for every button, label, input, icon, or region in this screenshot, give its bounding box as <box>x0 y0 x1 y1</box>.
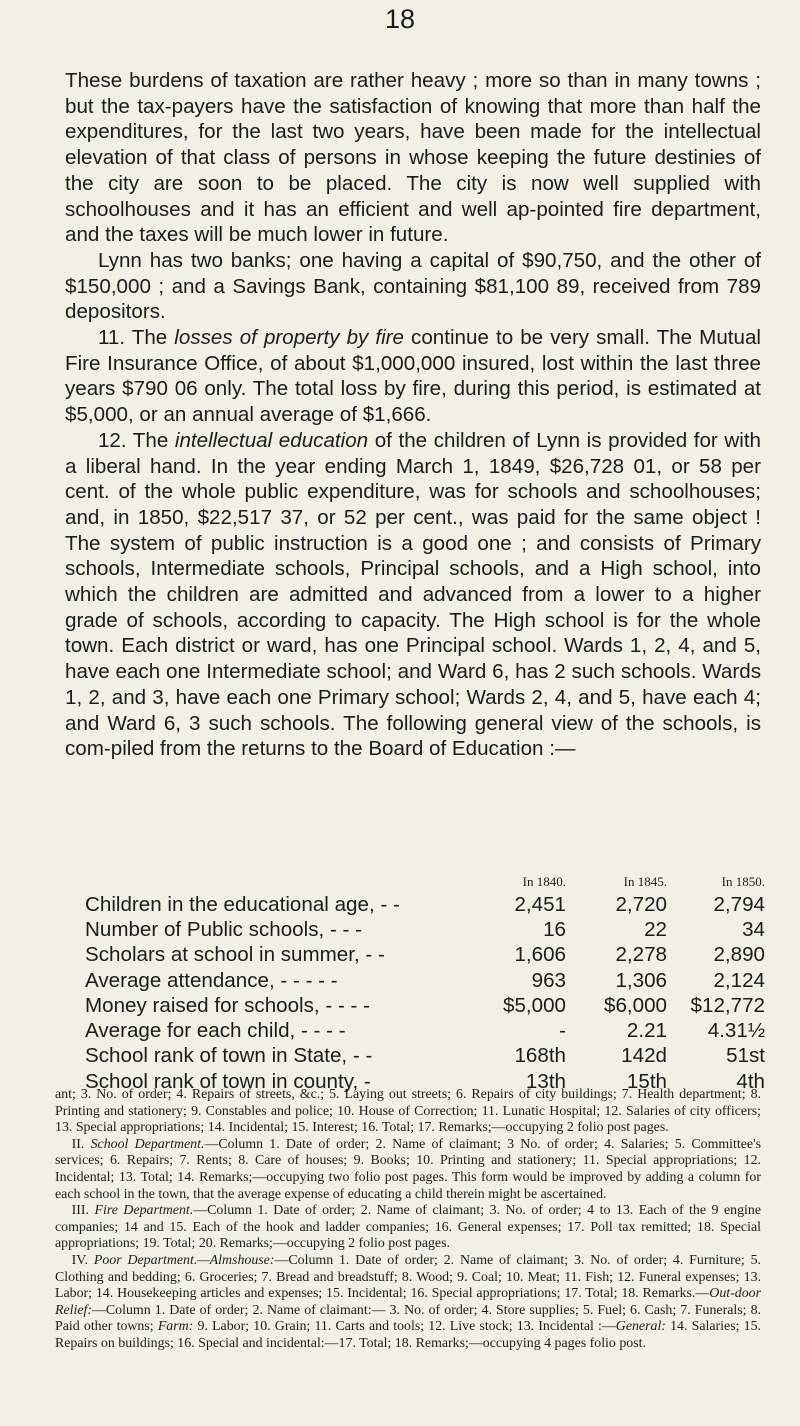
footnote-fire-department: III. Fire Department.—Column 1. Date of order; 2. Name of claimant; 3. No. of order; 4 to 13. Each of the 9 engine companies; 14 and 15. Each of the hook and ladder companies; 16. General expenses; 17. Poll tax remitted; 18. Special appropriations; 19. Total; 20. Remarks;—occupying 2 folio post pages. <box>55 1203 761 1252</box>
cell-1845: 15th <box>626 1069 667 1093</box>
row-label: Children in the educational age, - - <box>85 892 400 916</box>
table-row <box>85 1044 765 1069</box>
cell-1845: 2.21 <box>626 1019 667 1043</box>
footnote-continuation: ant; 3. No. of order; 4. Repairs of streets, &c.; 5. Laying out streets; 6. Repairs of city buildings; 7. Health department; 8. Printing and stationery; 9. Constables and police; 10. House of Correction; 11. Lunatic Hospital; 12. Salaries of city officers; 13. Special appropriations; 14. Incidental; 15. Interest; 16. Total; 17. Remarks;—occupying 2 folio post pages. <box>55 1087 761 1136</box>
cell-1845: 1,306 <box>615 968 667 992</box>
table-header-row <box>85 874 765 892</box>
cell-1850: 34 <box>742 917 765 941</box>
footnote <box>55 1087 761 1353</box>
row-label: Average for each child, - - - - <box>85 1019 346 1043</box>
table-row <box>85 993 765 1018</box>
cell-1850: 51st <box>726 1044 765 1068</box>
footnote-poor-department: IV. Poor Department.—Almshouse:—Column 1. Date of order; 2. Name of claimant; 3. No. of order; 4. Furniture; 5. Clothing and bedding; 6. Groceries; 7. Bread and breadstuff; 8. Wood; 9. Coal; 10. Meat; 11. Fish; 12. Funeral expenses; 13. Labor; 14. Housekeeping articles and expenses; 15. Incidental; 16. Special appropriations; 17. Total; 18. Remarks.—Out-door Relief:—Column 1. Date of order; 2. Name of claimant:— 3. No. of order; 4. Store supplies; 5. Fuel; 6. Cash; 7. Funerals; 8. Paid other towns; Farm: 9. Labor; 10. Grain; 11. Carts and tools; 12. Live stock; 13. Incidental :—General: 14. Salaries; 15. Repairs on buildings; 16. Special and incidental:—17. Total; 18. Remarks;—occupying 4 pages folio post. <box>55 1252 762 1351</box>
header-1840: In 1840. <box>522 874 566 889</box>
row-label: Scholars at school in summer, - - <box>85 943 385 967</box>
row-label: School rank of town in State, - - <box>85 1044 373 1068</box>
cell-1850: 2,794 <box>713 892 765 916</box>
row-label: Money raised for schools, - - - - <box>85 993 370 1017</box>
para11-number: 11. The <box>97 326 175 350</box>
cell-1840: 1,606 <box>514 943 566 967</box>
table-row <box>85 1018 765 1043</box>
cell-1845: 2,720 <box>615 892 667 916</box>
para12-emphasis: intellectual education <box>174 428 369 452</box>
header-1850: In 1850. <box>721 874 765 889</box>
cell-1845: $6,000 <box>604 993 667 1017</box>
row-label: School rank of town in county, - <box>85 1069 371 1093</box>
table-row <box>85 892 765 917</box>
cell-1840: 168th <box>514 1044 566 1068</box>
cell-1850: $12,772 <box>690 993 765 1017</box>
cell-1840: 16 <box>543 917 566 941</box>
para11-emphasis: losses of property by fire <box>174 326 404 350</box>
table-row <box>85 917 765 942</box>
cell-1840: 13th <box>525 1069 566 1093</box>
cell-1840: 963 <box>531 968 566 992</box>
paragraph-banks: Lynn has two banks; one having a capital of $90,750, and the other of $150,000 ; and a Savings Bank, containing $81,100 89, received from 789 depositors. <box>65 248 761 324</box>
para11-text: continue to be very small. The Mutual Fire Insurance Office, of about $1,000,000 insured, lost within the last three years $790 06 only. The total loss by fire, during this period, is estimated at $5,000, or an annual average of $1,666. <box>65 326 761 427</box>
table-row <box>85 943 765 968</box>
paragraph-education <box>65 428 761 762</box>
header-1845: In 1845. <box>623 874 667 889</box>
cell-1840: 2,451 <box>514 892 566 916</box>
cell-1845: 2,278 <box>615 943 667 967</box>
cell-1850: 2,890 <box>713 943 765 967</box>
row-label: Number of Public schools, - - - <box>85 917 362 941</box>
cell-1840: - <box>559 1019 566 1043</box>
cell-1845: 142d <box>621 1044 667 1068</box>
body-text <box>65 68 761 762</box>
cell-1840: $5,000 <box>503 993 566 1017</box>
page-number: 18 <box>384 4 416 34</box>
paragraph-fire-losses <box>65 325 761 428</box>
table-row <box>85 968 765 993</box>
cell-1850: 4.31½ <box>707 1019 765 1043</box>
cell-1845: 22 <box>644 917 667 941</box>
para12-text: of the children of Lynn is provided for with a liberal hand. In the year ending March 1, 1849, $26,728 01, or 58 per cent. of the whole public expenditure, was for schools and schoolhouses; and, in 1850, $22,517 37, or 52 per cent., was paid for the same object ! The system of public instruction is a good one ; and consists of Primary schools, Intermediate schools, Principal schools, and a High school, into which the children are admitted and advanced from a lower to a higher grade of schools, according to capacity. The High school is for the whole town. Each district or ward, has one Principal school. Wards 1, 2, 4, and 5, have each one Intermediate school; and Ward 6, has 2 such schools. Wards 1, 2, and 3, have each one Primary school; Wards 2, 4, and 5, have each 4; and Ward 6, 3 such schools. The following general view of the schools, is com-piled from the returns to the Board of Education :— <box>65 428 761 761</box>
cell-1850: 4th <box>736 1069 765 1093</box>
cell-1850: 2,124 <box>713 968 765 992</box>
para12-number: 12. The <box>97 428 175 452</box>
paragraph-tax-burdens: These burdens of taxation are rather heavy ; more so than in many towns ; but the tax-payers have the satisfaction of knowing that more than half the expenditures, for the last two years, have been made for the intellectual elevation of that class of persons in whose keeping the future destinies of the city are soon to be placed. The city is now well supplied with schoolhouses and it has an efficient and well ap-pointed fire department, and the taxes will be much lower in future. <box>65 69 761 247</box>
school-statistics-table <box>85 874 765 1094</box>
row-label: Average attendance, - - - - - <box>85 968 338 992</box>
footnote-school-department: II. School Department.—Column 1. Date of order; 2. Name of claimant; 3 No. of order; 4. Salaries; 5. Committee's services; 6. Repairs; 7. Rents; 8. Care of houses; 9. Books; 10. Printing and stationery; 11. Special appropriations; 12. Incidental; 13. Total; 14. Remarks;—occupying two folio post pages. This form would be improved by adding a column for each school in the town, that the average expense of educating a child therein might be ascertained. <box>55 1136 762 1202</box>
